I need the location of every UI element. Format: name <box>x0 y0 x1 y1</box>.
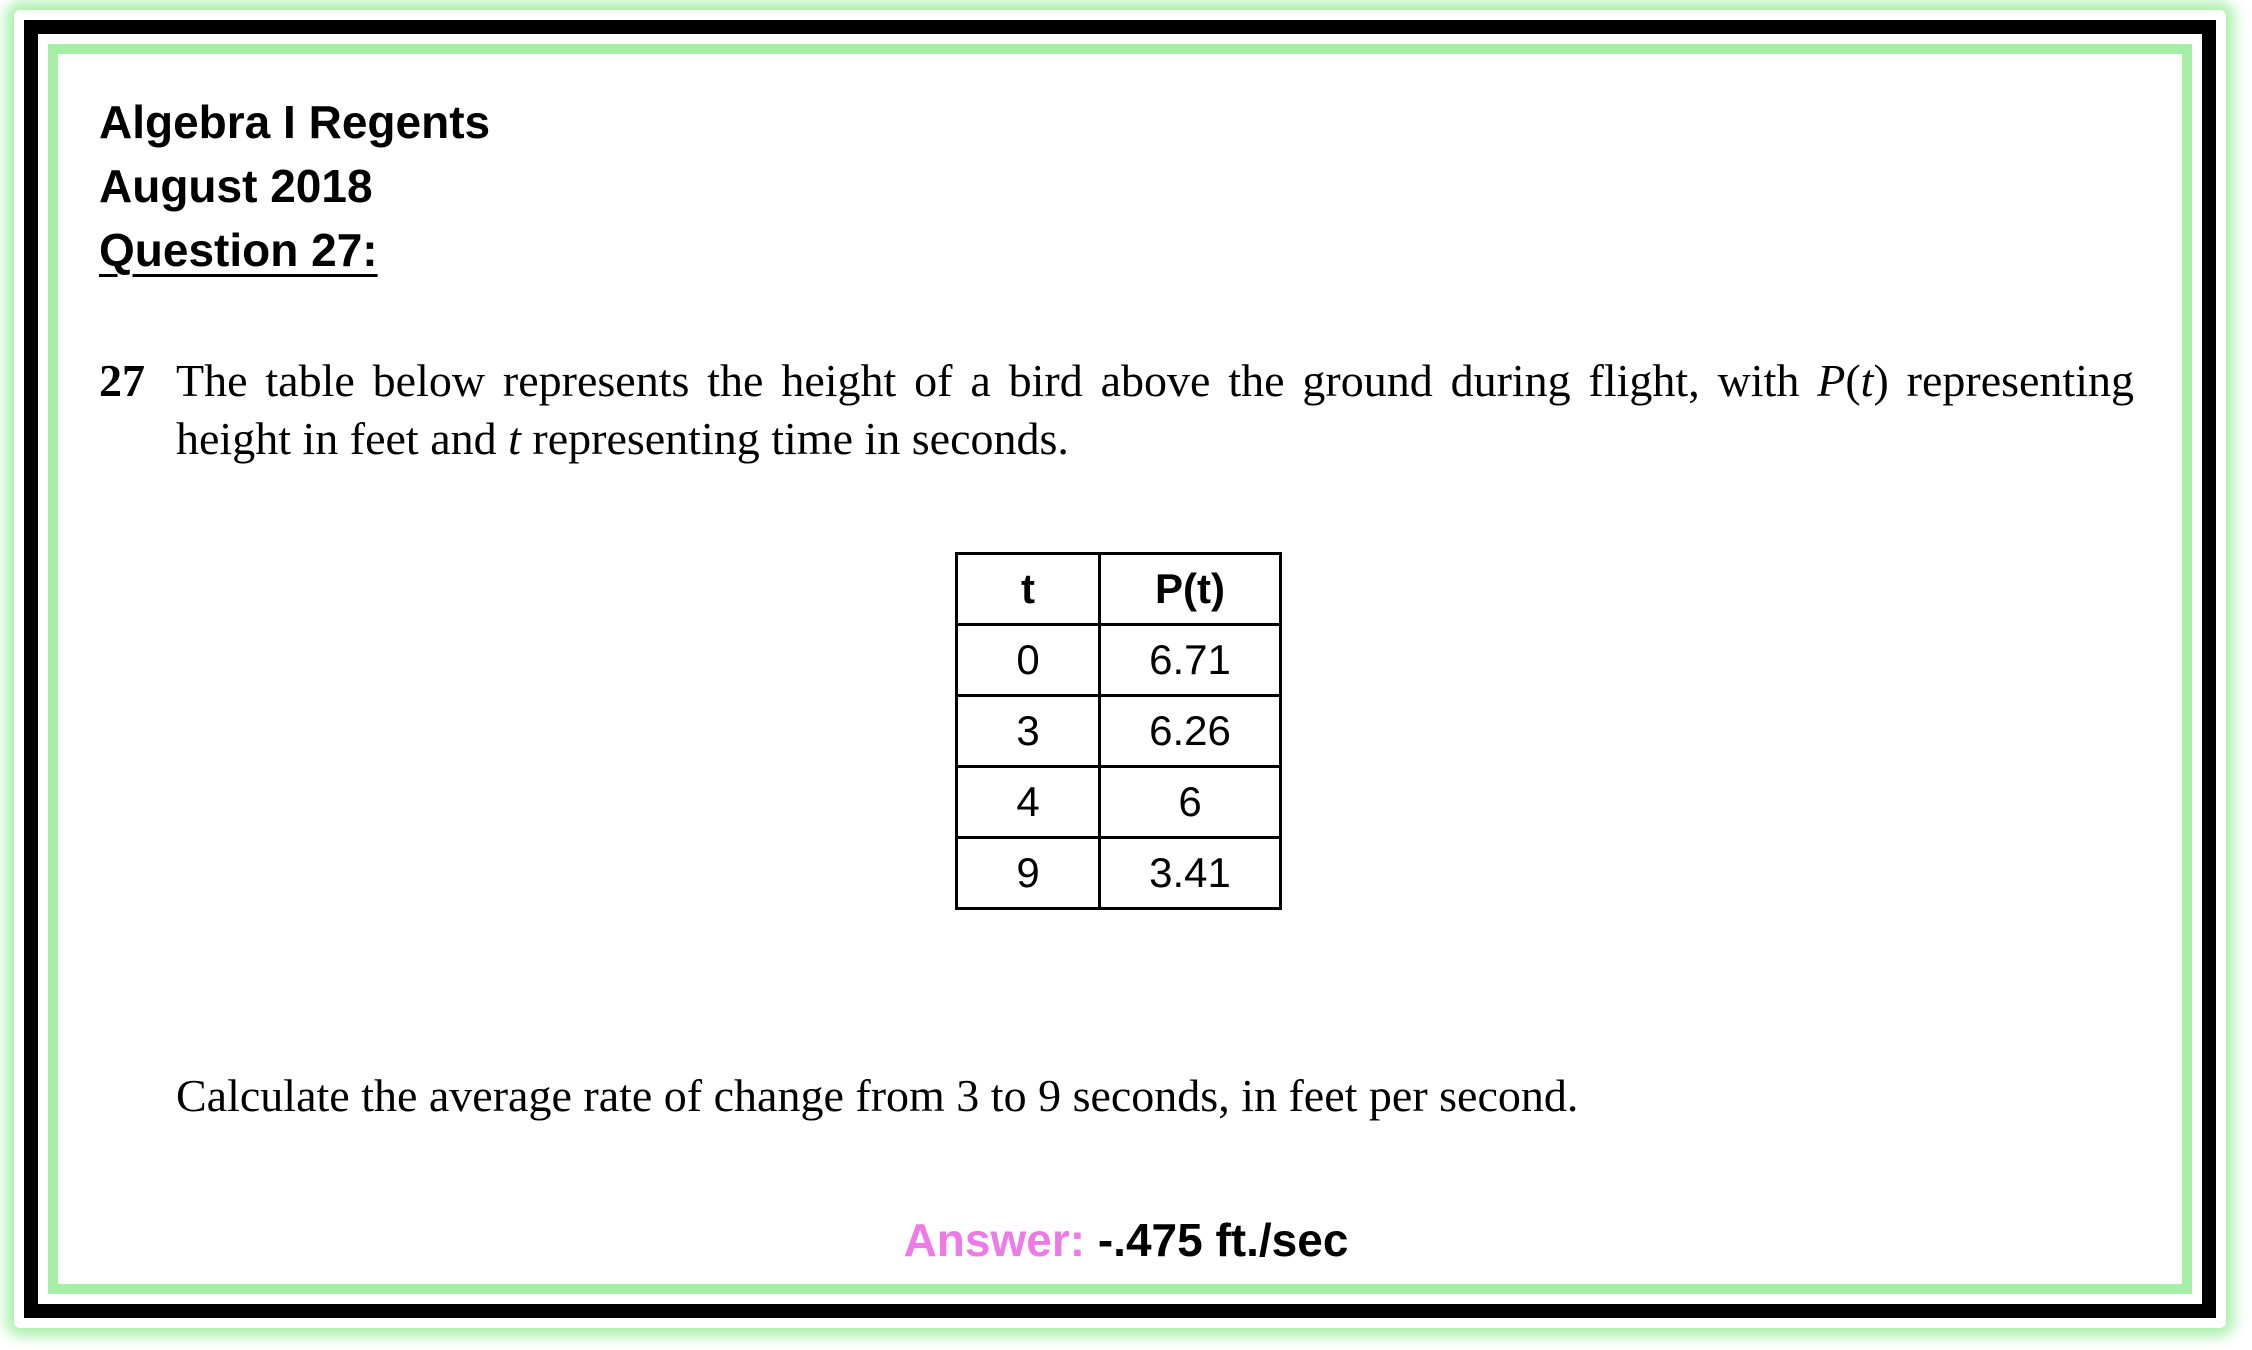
answer-value: -.475 ft./sec <box>1097 1214 1349 1266</box>
variable-t: t <box>1860 355 1874 406</box>
question-text-part1: The table below represents the height of a bird above the ground during flight, with <box>176 355 1818 406</box>
table-row <box>957 625 1281 696</box>
cell-t: 0 <box>957 625 1100 696</box>
question-number: 27 <box>99 355 145 406</box>
header-t: t <box>957 554 1100 625</box>
cell-pt: 6.71 <box>1100 625 1281 696</box>
exam-title: Algebra I Regents <box>99 96 491 148</box>
header-pt: P(t) <box>1100 554 1281 625</box>
question-text <box>176 352 2134 468</box>
answer-label: Answer: <box>903 1214 1086 1266</box>
answer-line <box>0 1213 2252 1267</box>
exam-date: August 2018 <box>99 160 373 212</box>
question-label: Question 27: <box>99 224 378 276</box>
exam-header <box>99 90 490 282</box>
paren-close: ) <box>1873 355 1889 406</box>
cell-pt: 6.26 <box>1100 696 1281 767</box>
table-row <box>957 767 1281 838</box>
cell-t: 4 <box>957 767 1100 838</box>
paren-open: ( <box>1845 355 1861 406</box>
question-text-part3: representing time in seconds. <box>520 413 1069 464</box>
cell-t: 3 <box>957 696 1100 767</box>
variable-p: P <box>1817 355 1846 406</box>
question-prompt: Calculate the average rate of change from 3 to 9 seconds, in feet per second. <box>176 1070 1579 1121</box>
height-table <box>955 552 1282 910</box>
question-block <box>99 352 2134 468</box>
cell-pt: 3.41 <box>1100 838 1281 909</box>
variable-t-2: t <box>508 413 521 464</box>
table-row <box>957 838 1281 909</box>
cell-pt: 6 <box>1100 767 1281 838</box>
question-text-part2: representing height in feet and <box>176 355 2134 464</box>
table-row <box>957 696 1281 767</box>
table-header-row <box>957 554 1281 625</box>
cell-t: 9 <box>957 838 1100 909</box>
